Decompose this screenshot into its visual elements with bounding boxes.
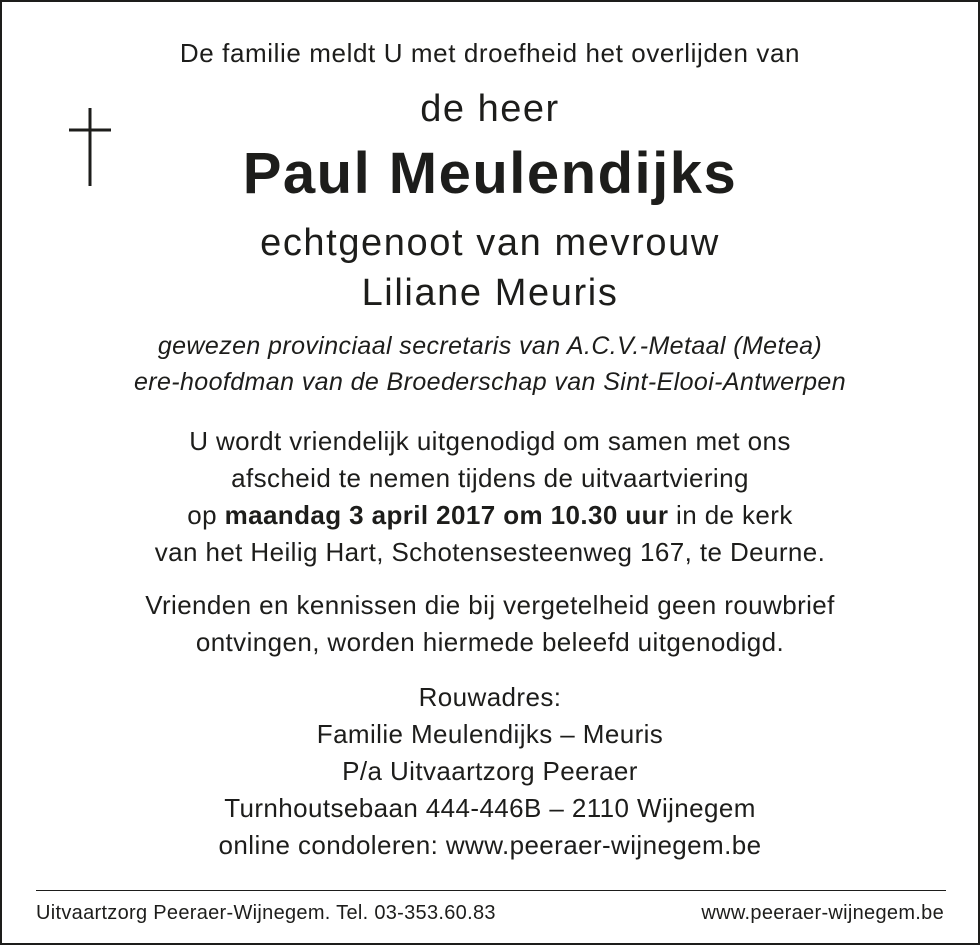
invitation-line: afscheid te nemen tijdens de uitvaartviering bbox=[231, 463, 749, 493]
friends-line: Vrienden en kennissen die bij vergetelheid geen rouwbrief bbox=[145, 590, 835, 620]
role-line: gewezen provinciaal secretaris van A.C.V.-Metaal (Metea) bbox=[157, 332, 823, 360]
online-condolence: online condoleren: www.peeraer-wijnegem.be bbox=[218, 830, 762, 860]
invitation-line: U wordt vriendelijk uitgenodigd om samen met ons bbox=[189, 426, 791, 456]
intro-text: De familie meldt U met droefheid het overlijden van bbox=[179, 38, 801, 68]
invitation-date-suffix: in de kerk bbox=[668, 500, 793, 530]
deceased-name: Paul Meulendijks bbox=[242, 141, 738, 206]
footer-divider bbox=[36, 890, 946, 891]
address-family: Familie Meulendijks – Meuris bbox=[316, 719, 664, 749]
footer-contact: Uitvaartzorg Peeraer-Wijnegem. Tel. 03-353.60.83 bbox=[36, 902, 496, 924]
invitation-date-prefix: op bbox=[187, 500, 225, 530]
invitation-date-line bbox=[2, 500, 978, 531]
church-address: van het Heilig Hart, Schotensesteenweg 167, te Deurne. bbox=[154, 537, 826, 567]
address-care-of: P/a Uitvaartzorg Peeraer bbox=[342, 756, 638, 786]
role-line: ere-hoofdman van de Broederschap van Sint-Elooi-Antwerpen bbox=[133, 368, 847, 396]
spouse-name: Liliane Meuris bbox=[361, 272, 619, 314]
honorific: de heer bbox=[420, 88, 560, 130]
funeral-date: maandag 3 april 2017 om 10.30 uur bbox=[224, 500, 669, 530]
address-street: Turnhoutsebaan 444-446B – 2110 Wijnegem bbox=[224, 793, 756, 823]
footer-website: www.peeraer-wijnegem.be bbox=[701, 902, 944, 924]
friends-line: ontvingen, worden hiermede beleefd uitgenodigd. bbox=[195, 627, 785, 657]
spouse-prefix: echtgenoot van mevrouw bbox=[260, 222, 720, 264]
address-label: Rouwadres: bbox=[418, 682, 562, 712]
